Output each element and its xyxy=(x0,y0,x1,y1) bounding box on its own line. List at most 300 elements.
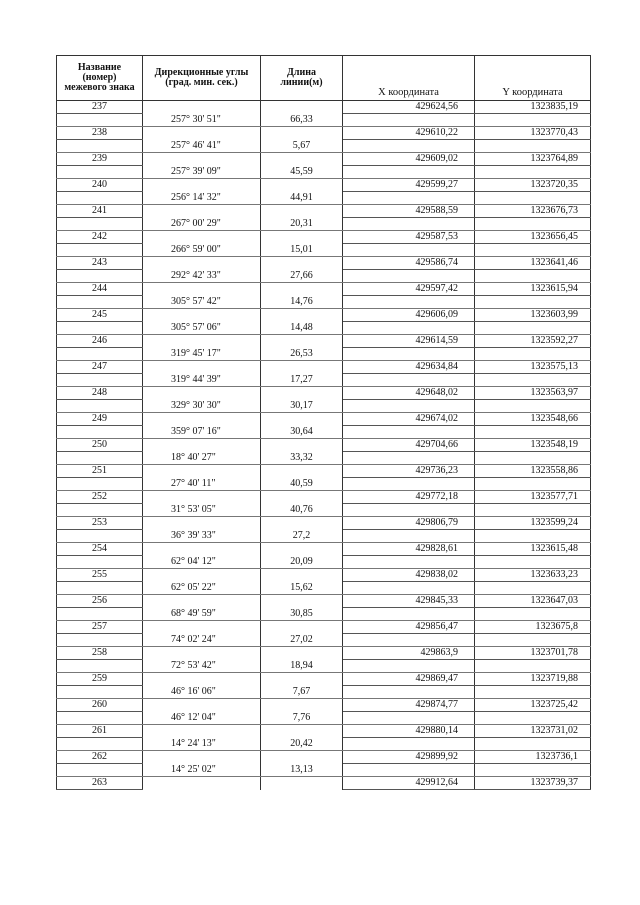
x-coordinate: 429912,64 xyxy=(343,777,475,790)
empty-cell xyxy=(261,595,343,608)
x-coordinate: 429606,09 xyxy=(343,309,475,322)
line-length: 27,02 xyxy=(261,634,343,647)
y-coordinate: 1323835,19 xyxy=(475,101,591,114)
y-coordinate: 1323615,94 xyxy=(475,283,591,296)
empty-cell xyxy=(475,764,591,777)
marker-number: 251 xyxy=(57,465,143,478)
marker-number: 250 xyxy=(57,439,143,452)
header-line-length-line-2: линии(м) xyxy=(280,77,323,88)
marker-number: 245 xyxy=(57,309,143,322)
empty-cell xyxy=(261,309,343,322)
direction-angle: 319° 45' 17" xyxy=(143,348,261,361)
table-row-point xyxy=(57,205,591,218)
y-coordinate: 1323764,89 xyxy=(475,153,591,166)
x-coordinate: 429806,79 xyxy=(343,517,475,530)
marker-number: 248 xyxy=(57,387,143,400)
empty-cell xyxy=(143,361,261,374)
empty-cell xyxy=(261,257,343,270)
header-x-coordinate: X координата xyxy=(343,56,475,101)
empty-cell xyxy=(57,166,143,179)
table-row-segment xyxy=(57,764,591,777)
y-coordinate: 1323656,45 xyxy=(475,231,591,244)
empty-cell xyxy=(57,244,143,257)
y-coordinate: 1323558,86 xyxy=(475,465,591,478)
empty-cell xyxy=(343,738,475,751)
x-coordinate: 429597,42 xyxy=(343,283,475,296)
direction-angle: 14° 24' 13" xyxy=(143,738,261,751)
marker-number: 242 xyxy=(57,231,143,244)
table-row-segment xyxy=(57,608,591,621)
marker-number: 239 xyxy=(57,153,143,166)
direction-angle: 267° 00' 29" xyxy=(143,218,261,231)
empty-cell xyxy=(261,673,343,686)
table-row-point xyxy=(57,257,591,270)
empty-cell xyxy=(475,582,591,595)
empty-cell xyxy=(261,361,343,374)
line-length: 27,2 xyxy=(261,530,343,543)
line-length: 40,59 xyxy=(261,478,343,491)
marker-number: 244 xyxy=(57,283,143,296)
empty-cell xyxy=(475,608,591,621)
table-row-point xyxy=(57,751,591,764)
empty-cell xyxy=(343,686,475,699)
x-coordinate: 429634,84 xyxy=(343,361,475,374)
table-row-point xyxy=(57,101,591,114)
empty-cell xyxy=(475,686,591,699)
header-marker-name-line-1: Название xyxy=(77,62,122,73)
empty-cell xyxy=(143,127,261,140)
empty-cell xyxy=(261,569,343,582)
empty-cell xyxy=(143,153,261,166)
empty-cell xyxy=(475,634,591,647)
marker-number: 246 xyxy=(57,335,143,348)
empty-cell xyxy=(57,686,143,699)
empty-cell xyxy=(143,283,261,296)
table-body xyxy=(57,101,591,790)
y-coordinate: 1323701,78 xyxy=(475,647,591,660)
x-coordinate: 429704,66 xyxy=(343,439,475,452)
line-length: 30,85 xyxy=(261,608,343,621)
direction-angle: 305° 57' 42" xyxy=(143,296,261,309)
empty-cell xyxy=(475,504,591,517)
marker-number: 258 xyxy=(57,647,143,660)
y-coordinate: 1323592,27 xyxy=(475,335,591,348)
empty-cell xyxy=(475,556,591,569)
direction-angle: 292° 42' 33" xyxy=(143,270,261,283)
line-length: 66,33 xyxy=(261,114,343,127)
table-row-point xyxy=(57,231,591,244)
empty-cell xyxy=(343,166,475,179)
marker-number: 257 xyxy=(57,621,143,634)
line-length: 27,66 xyxy=(261,270,343,283)
table-row-point xyxy=(57,543,591,556)
empty-cell xyxy=(143,309,261,322)
x-coordinate: 429869,47 xyxy=(343,673,475,686)
empty-cell xyxy=(143,621,261,634)
empty-cell xyxy=(57,426,143,439)
empty-cell xyxy=(261,751,343,764)
empty-cell xyxy=(261,439,343,452)
line-length: 30,17 xyxy=(261,400,343,413)
line-length: 17,27 xyxy=(261,374,343,387)
empty-cell xyxy=(261,101,343,114)
header-marker-name xyxy=(57,56,143,101)
empty-cell xyxy=(343,634,475,647)
empty-cell xyxy=(475,348,591,361)
direction-angle: 359° 07' 16" xyxy=(143,426,261,439)
empty-cell xyxy=(261,699,343,712)
empty-cell xyxy=(143,257,261,270)
direction-angle: 14° 25' 02" xyxy=(143,764,261,777)
header-line-length-line-1: Длина xyxy=(286,67,316,78)
table-row-segment xyxy=(57,504,591,517)
y-coordinate: 1323719,88 xyxy=(475,673,591,686)
table-row-point xyxy=(57,309,591,322)
header-direction-angles-line-1: Дирекционные углы xyxy=(154,67,249,78)
direction-angle: 257° 39' 09" xyxy=(143,166,261,179)
table-row-point xyxy=(57,647,591,660)
marker-number: 243 xyxy=(57,257,143,270)
empty-cell xyxy=(143,673,261,686)
direction-angle: 74° 02' 24" xyxy=(143,634,261,647)
empty-cell xyxy=(261,543,343,556)
empty-cell xyxy=(261,647,343,660)
table-row-point xyxy=(57,413,591,426)
x-coordinate: 429772,18 xyxy=(343,491,475,504)
x-coordinate: 429845,33 xyxy=(343,595,475,608)
empty-cell xyxy=(475,660,591,673)
table-row-point xyxy=(57,439,591,452)
empty-cell xyxy=(343,712,475,725)
table-row-point xyxy=(57,673,591,686)
y-coordinate: 1323603,99 xyxy=(475,309,591,322)
empty-cell xyxy=(57,400,143,413)
table-row-segment xyxy=(57,686,591,699)
direction-angle: 36° 39' 33" xyxy=(143,530,261,543)
x-coordinate: 429880,14 xyxy=(343,725,475,738)
line-length: 7,67 xyxy=(261,686,343,699)
empty-cell xyxy=(343,192,475,205)
x-coordinate: 429838,02 xyxy=(343,569,475,582)
direction-angle: 257° 46' 41" xyxy=(143,140,261,153)
table-row-segment xyxy=(57,530,591,543)
direction-angle: 256° 14' 32" xyxy=(143,192,261,205)
empty-cell xyxy=(261,127,343,140)
marker-number: 237 xyxy=(57,101,143,114)
empty-cell xyxy=(475,374,591,387)
empty-cell xyxy=(57,140,143,153)
table-row-point xyxy=(57,153,591,166)
empty-cell xyxy=(475,478,591,491)
marker-number: 253 xyxy=(57,517,143,530)
table-row-segment xyxy=(57,166,591,179)
x-coordinate: 429874,77 xyxy=(343,699,475,712)
y-coordinate: 1323675,8 xyxy=(475,621,591,634)
direction-angle: 62° 05' 22" xyxy=(143,582,261,595)
line-length: 40,76 xyxy=(261,504,343,517)
table-row-point xyxy=(57,127,591,140)
x-coordinate: 429828,61 xyxy=(343,543,475,556)
empty-cell xyxy=(343,322,475,335)
x-coordinate: 429856,47 xyxy=(343,621,475,634)
table-row-segment xyxy=(57,244,591,257)
y-coordinate: 1323641,46 xyxy=(475,257,591,270)
empty-cell xyxy=(261,777,343,790)
direction-angle: 62° 04' 12" xyxy=(143,556,261,569)
line-length: 18,94 xyxy=(261,660,343,673)
direction-angle: 46° 12' 04" xyxy=(143,712,261,725)
empty-cell xyxy=(57,478,143,491)
empty-cell xyxy=(143,725,261,738)
empty-cell xyxy=(475,114,591,127)
table-row-point xyxy=(57,335,591,348)
table-row-segment xyxy=(57,400,591,413)
line-length: 5,67 xyxy=(261,140,343,153)
empty-cell xyxy=(57,374,143,387)
header-direction-angles xyxy=(143,56,261,101)
empty-cell xyxy=(475,426,591,439)
y-coordinate: 1323563,97 xyxy=(475,387,591,400)
marker-number: 247 xyxy=(57,361,143,374)
marker-number: 262 xyxy=(57,751,143,764)
empty-cell xyxy=(475,166,591,179)
empty-cell xyxy=(261,179,343,192)
empty-cell xyxy=(343,400,475,413)
empty-cell xyxy=(343,426,475,439)
empty-cell xyxy=(343,556,475,569)
table-row-segment xyxy=(57,712,591,725)
direction-angle: 46° 16' 06" xyxy=(143,686,261,699)
empty-cell xyxy=(57,556,143,569)
table-row-segment xyxy=(57,140,591,153)
empty-cell xyxy=(143,335,261,348)
table-row-point xyxy=(57,595,591,608)
empty-cell xyxy=(57,114,143,127)
boundary-coordinates-table xyxy=(56,55,591,790)
empty-cell xyxy=(343,244,475,257)
empty-cell xyxy=(343,114,475,127)
empty-cell xyxy=(143,465,261,478)
table-row-segment xyxy=(57,634,591,647)
marker-number: 255 xyxy=(57,569,143,582)
empty-cell xyxy=(343,660,475,673)
empty-cell xyxy=(143,231,261,244)
empty-cell xyxy=(57,660,143,673)
empty-cell xyxy=(143,439,261,452)
table-row-point xyxy=(57,491,591,504)
header-direction-angles-line-2: (град. мин. сек.) xyxy=(165,77,238,88)
x-coordinate: 429899,92 xyxy=(343,751,475,764)
empty-cell xyxy=(475,296,591,309)
line-length: 26,53 xyxy=(261,348,343,361)
table-row-segment xyxy=(57,270,591,283)
empty-cell xyxy=(57,296,143,309)
header-marker-name-line-2: (номер) xyxy=(82,72,117,83)
empty-cell xyxy=(343,374,475,387)
marker-number: 238 xyxy=(57,127,143,140)
x-coordinate: 429587,53 xyxy=(343,231,475,244)
direction-angle: 27° 40' 11" xyxy=(143,478,261,491)
empty-cell xyxy=(143,699,261,712)
table-row-segment xyxy=(57,452,591,465)
x-coordinate: 429863,9 xyxy=(343,647,475,660)
empty-cell xyxy=(57,322,143,335)
marker-number: 263 xyxy=(57,777,143,790)
marker-number: 240 xyxy=(57,179,143,192)
table-row-segment xyxy=(57,322,591,335)
direction-angle: 68° 49' 59" xyxy=(143,608,261,621)
direction-angle: 72° 53' 42" xyxy=(143,660,261,673)
table-row-segment xyxy=(57,296,591,309)
direction-angle: 305° 57' 06" xyxy=(143,322,261,335)
empty-cell xyxy=(343,348,475,361)
empty-cell xyxy=(143,101,261,114)
empty-cell xyxy=(343,218,475,231)
table-row-segment xyxy=(57,192,591,205)
x-coordinate: 429614,59 xyxy=(343,335,475,348)
x-coordinate: 429736,23 xyxy=(343,465,475,478)
empty-cell xyxy=(143,569,261,582)
marker-number: 249 xyxy=(57,413,143,426)
empty-cell xyxy=(143,387,261,400)
table-row-point xyxy=(57,387,591,400)
empty-cell xyxy=(57,270,143,283)
marker-number: 254 xyxy=(57,543,143,556)
table-row-segment xyxy=(57,218,591,231)
y-coordinate: 1323575,13 xyxy=(475,361,591,374)
empty-cell xyxy=(143,777,261,790)
empty-cell xyxy=(343,764,475,777)
y-coordinate: 1323720,35 xyxy=(475,179,591,192)
x-coordinate: 429599,27 xyxy=(343,179,475,192)
line-length: 33,32 xyxy=(261,452,343,465)
empty-cell xyxy=(261,491,343,504)
empty-cell xyxy=(343,530,475,543)
table-header-row xyxy=(57,56,591,101)
table-row-segment xyxy=(57,348,591,361)
empty-cell xyxy=(57,504,143,517)
line-length: 14,76 xyxy=(261,296,343,309)
table-row-segment xyxy=(57,374,591,387)
empty-cell xyxy=(57,218,143,231)
empty-cell xyxy=(261,387,343,400)
table-row-segment xyxy=(57,478,591,491)
table-row-segment xyxy=(57,660,591,673)
y-coordinate: 1323770,43 xyxy=(475,127,591,140)
empty-cell xyxy=(261,231,343,244)
empty-cell xyxy=(475,400,591,413)
table-row-point xyxy=(57,361,591,374)
empty-cell xyxy=(57,634,143,647)
empty-cell xyxy=(261,153,343,166)
empty-cell xyxy=(143,543,261,556)
x-coordinate: 429610,22 xyxy=(343,127,475,140)
table-row-point xyxy=(57,465,591,478)
empty-cell xyxy=(143,491,261,504)
empty-cell xyxy=(475,322,591,335)
header-y-coordinate: Y координата xyxy=(475,56,591,101)
table-row-segment xyxy=(57,582,591,595)
empty-cell xyxy=(261,205,343,218)
empty-cell xyxy=(475,738,591,751)
marker-number: 241 xyxy=(57,205,143,218)
y-coordinate: 1323577,71 xyxy=(475,491,591,504)
empty-cell xyxy=(57,712,143,725)
marker-number: 261 xyxy=(57,725,143,738)
table-row-point xyxy=(57,725,591,738)
y-coordinate: 1323615,48 xyxy=(475,543,591,556)
y-coordinate: 1323725,42 xyxy=(475,699,591,712)
empty-cell xyxy=(343,478,475,491)
y-coordinate: 1323736,1 xyxy=(475,751,591,764)
y-coordinate: 1323633,23 xyxy=(475,569,591,582)
table-row-point xyxy=(57,283,591,296)
direction-angle: 319° 44' 39" xyxy=(143,374,261,387)
y-coordinate: 1323676,73 xyxy=(475,205,591,218)
x-coordinate: 429609,02 xyxy=(343,153,475,166)
empty-cell xyxy=(261,335,343,348)
line-length: 30,64 xyxy=(261,426,343,439)
empty-cell xyxy=(475,218,591,231)
x-coordinate: 429674,02 xyxy=(343,413,475,426)
empty-cell xyxy=(475,712,591,725)
empty-cell xyxy=(261,621,343,634)
empty-cell xyxy=(475,192,591,205)
direction-angle: 31° 53' 05" xyxy=(143,504,261,517)
x-coordinate: 429624,56 xyxy=(343,101,475,114)
line-length: 20,31 xyxy=(261,218,343,231)
line-length: 7,76 xyxy=(261,712,343,725)
empty-cell xyxy=(57,764,143,777)
x-coordinate: 429588,59 xyxy=(343,205,475,218)
line-length: 14,48 xyxy=(261,322,343,335)
empty-cell xyxy=(143,413,261,426)
line-length: 20,09 xyxy=(261,556,343,569)
table-row-point xyxy=(57,517,591,530)
empty-cell xyxy=(57,738,143,751)
table-row-point xyxy=(57,569,591,582)
line-length: 45,59 xyxy=(261,166,343,179)
y-coordinate: 1323731,02 xyxy=(475,725,591,738)
empty-cell xyxy=(143,517,261,530)
x-coordinate: 429648,02 xyxy=(343,387,475,400)
marker-number: 259 xyxy=(57,673,143,686)
empty-cell xyxy=(143,647,261,660)
table-row-segment xyxy=(57,426,591,439)
marker-number: 256 xyxy=(57,595,143,608)
empty-cell xyxy=(475,452,591,465)
line-length: 44,91 xyxy=(261,192,343,205)
direction-angle: 18° 40' 27" xyxy=(143,452,261,465)
empty-cell xyxy=(57,348,143,361)
table-row-segment xyxy=(57,738,591,751)
line-length: 13,13 xyxy=(261,764,343,777)
empty-cell xyxy=(261,283,343,296)
empty-cell xyxy=(261,517,343,530)
empty-cell xyxy=(343,582,475,595)
empty-cell xyxy=(343,608,475,621)
header-marker-name-line-3: межевого знака xyxy=(64,82,135,93)
table-row-point xyxy=(57,179,591,192)
y-coordinate: 1323548,66 xyxy=(475,413,591,426)
y-coordinate: 1323647,03 xyxy=(475,595,591,608)
line-length: 20,42 xyxy=(261,738,343,751)
y-coordinate: 1323739,37 xyxy=(475,777,591,790)
empty-cell xyxy=(475,244,591,257)
table-row-point xyxy=(57,621,591,634)
empty-cell xyxy=(261,725,343,738)
marker-number: 260 xyxy=(57,699,143,712)
